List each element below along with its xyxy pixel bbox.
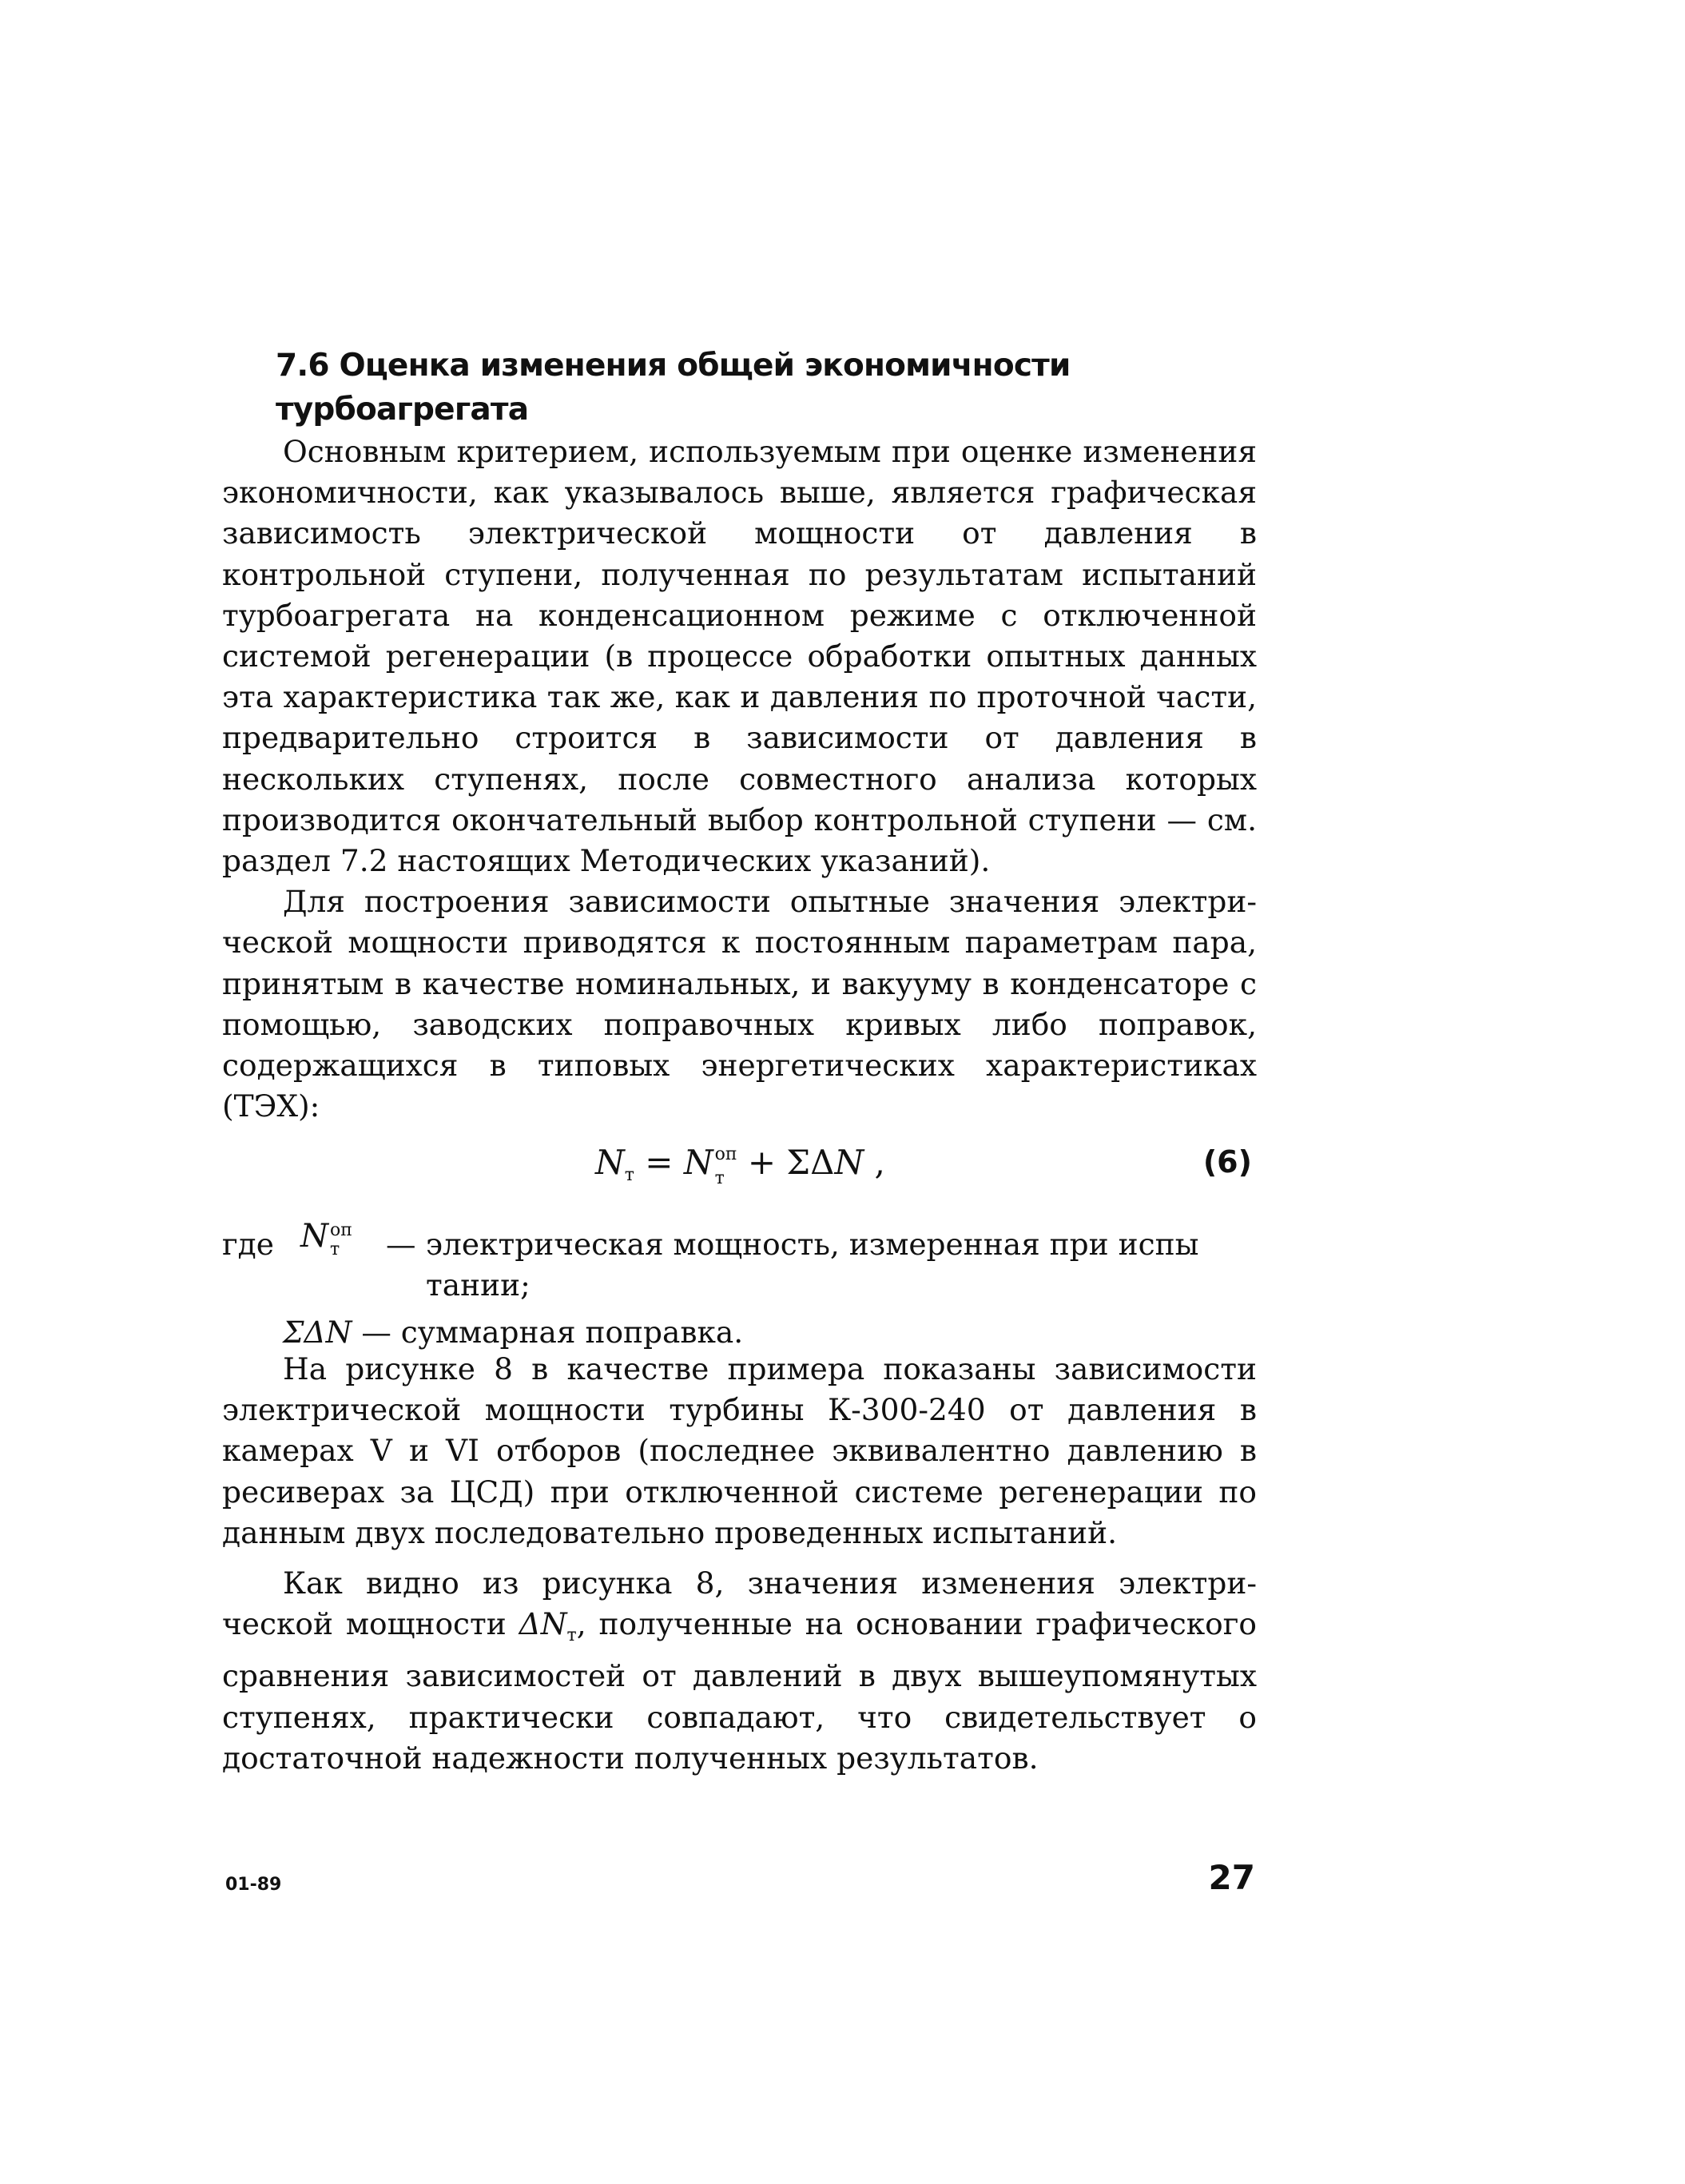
- paragraph-4-symbol: ΔN: [519, 1606, 567, 1642]
- formula-rhs1-subscript: т: [714, 1168, 725, 1188]
- definition-1-symbol: [300, 1216, 352, 1259]
- where-word: где: [222, 1227, 274, 1262]
- section-heading: [276, 344, 1338, 432]
- definition-2-text: — суммарная поправка.: [352, 1315, 744, 1350]
- paragraph-3: На рисунке 8 в качестве примера показаны зависимости электрической мощности турбины К-300-240 от давления в камерах V и VI отборов (последнее эквивалентно давлению в ресиверах за ЦСД) при отключенной системе регенерации по данным двух последовательно проведенных испытаний.: [222, 1351, 1257, 1550]
- definition-1-text-cont: тании;: [426, 1267, 531, 1303]
- section-heading-line1: 7.6 Оценка изменения общей экономичности: [276, 348, 1071, 384]
- formula-lhs-subscript: т: [624, 1165, 634, 1185]
- equation-6: [595, 1143, 1258, 1199]
- paragraph-4-part-b: , полученные на основании графического сравнения зависимостей от давлений в двух вышеупомянутых ступенях, практически совпадают, что свидетельствует о достаточной надежности полученных результатов.: [222, 1606, 1257, 1776]
- text-block-top: [222, 432, 1257, 1127]
- definitions-list: [222, 1218, 1257, 1353]
- paragraph-2: Для построения зависимости опытные значения электрической мощности приводятся к постоянным параметрам пара, принятым в качестве номинальных, и вакууму в конденсаторе с помощью, заводских поправочных кривых либо поправок, содержащихся в типовых энергетических характеристиках (ТЭХ):: [222, 884, 1257, 1124]
- formula-equals: =: [634, 1143, 684, 1182]
- definition-1-superscript: оп: [330, 1220, 352, 1240]
- definition-1-subscript: т: [330, 1239, 340, 1259]
- definition-1: [222, 1218, 1257, 1265]
- paragraph-4: [222, 1563, 1257, 1779]
- formula-rhs2: N: [834, 1143, 864, 1182]
- definition-1-text: электрическая мощность, измеренная при испы: [426, 1227, 1199, 1262]
- formula-sigma-delta: ΣΔ: [786, 1143, 835, 1182]
- text-block-bottom: [222, 1349, 1257, 1779]
- paragraph-4-subscript: т: [566, 1625, 577, 1646]
- formula-rhs1-superscript: оп: [714, 1144, 737, 1164]
- definition-1-continued: [222, 1265, 1257, 1306]
- definition-2-symbol-text: ΣΔN: [283, 1315, 352, 1350]
- paragraph-4-part-a: Как видно из рисунка 8, значения изменения электрической мощности: [222, 1565, 1257, 1642]
- paragraph-1: Основным критерием, используемым при оценке изменения экономичности, как указывалось выше, является графическая зависимость электрической мощности от давления в контрольной ступени, полученная по результатам испытаний турбоагрегата на конденсационном режиме с отключенной системой регенерации (в процессе обработки опытных данных эта характеристика так же, как и давления по проточной части, предварительно строится в зависимости от давления в нескольких ступенях, после совместного анализа которых производится окончательный выбор контрольной ступени — см. раздел 7.2 настоящих Методических указаний).: [222, 434, 1257, 879]
- footer-code: 01-89: [225, 1875, 282, 1895]
- definition-2-symbol: [283, 1312, 743, 1353]
- page-number: 27: [1208, 1858, 1255, 1897]
- equation-expression: [595, 1143, 885, 1187]
- equation-number: (6): [1202, 1144, 1252, 1180]
- definition-2: [222, 1312, 1257, 1353]
- formula-rhs1-indices: [715, 1146, 737, 1187]
- formula-rhs1: N: [683, 1143, 713, 1182]
- formula-plus: +: [737, 1143, 787, 1182]
- formula-lhs: N: [595, 1143, 625, 1182]
- definition-1-symbol-indices: [330, 1222, 352, 1259]
- section-heading-line2: турбоагрегата: [276, 392, 529, 428]
- formula-comma: ,: [864, 1143, 885, 1182]
- definition-1-dash: —: [386, 1227, 416, 1262]
- definition-1-symbol-letter: N: [300, 1218, 328, 1255]
